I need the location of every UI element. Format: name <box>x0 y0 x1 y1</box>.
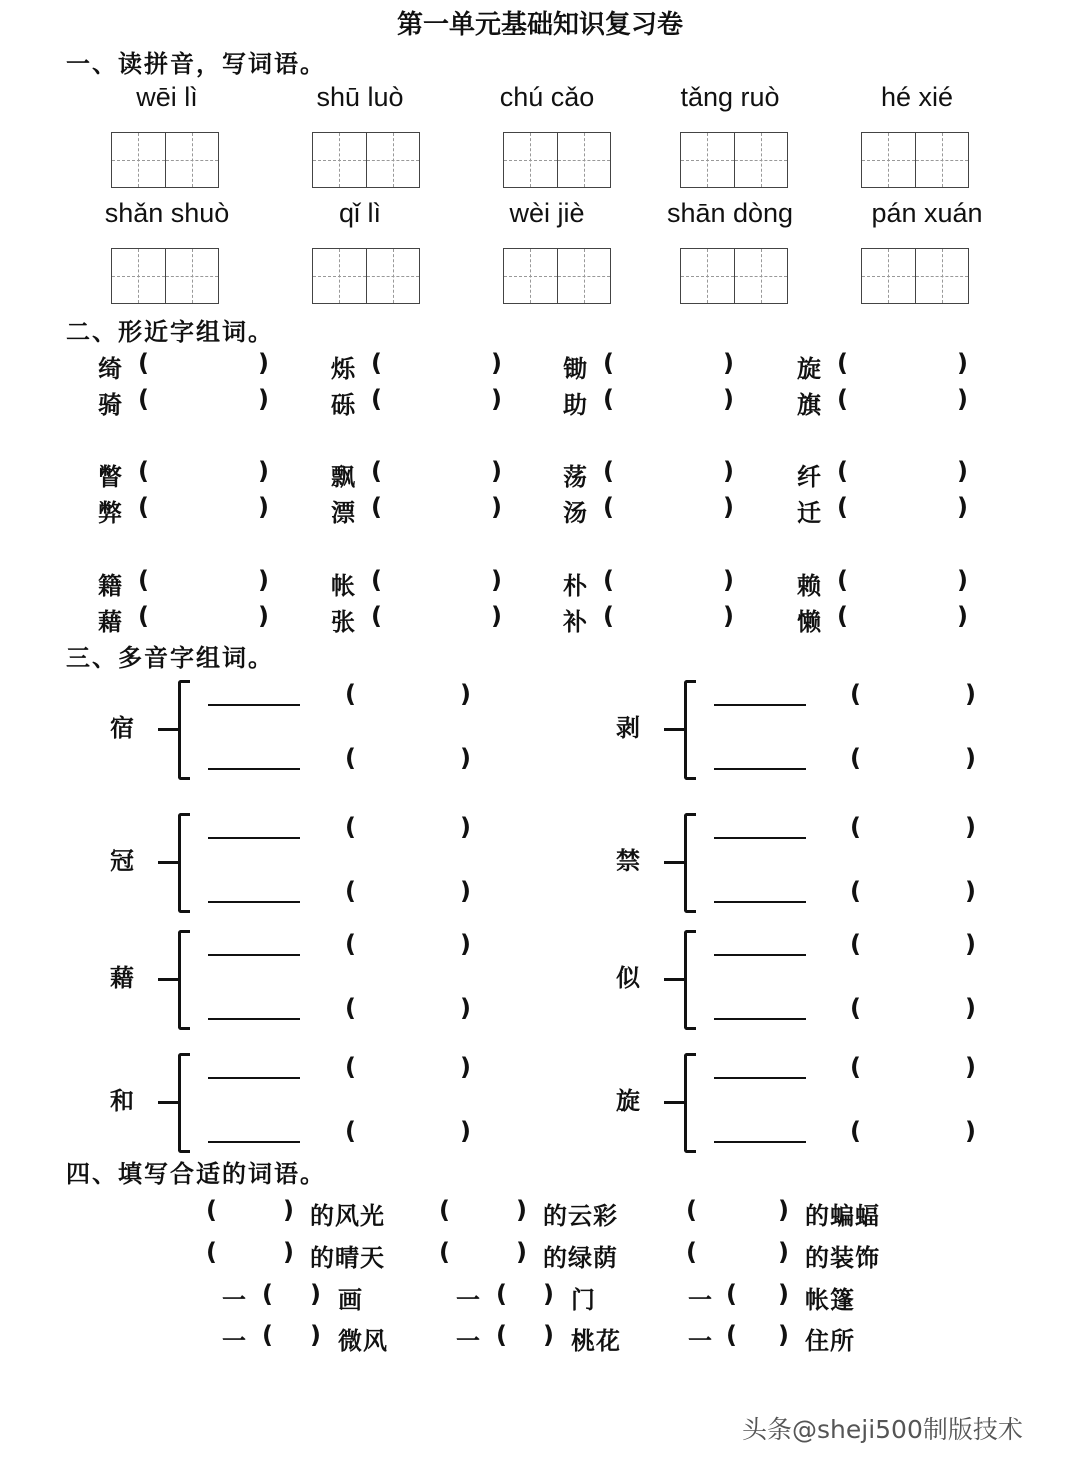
paren-open: ( <box>345 680 356 708</box>
fill-word: 帐篷 <box>805 1286 855 1314</box>
one-char: 一 <box>222 1327 247 1355</box>
polyphone-char: 藉 <box>110 964 134 992</box>
similar-char: 骑 <box>98 391 122 419</box>
paren-close: ) <box>310 1321 322 1349</box>
answer-slot[interactable] <box>393 568 491 596</box>
paren-close: ) <box>965 994 976 1022</box>
paren-close: ) <box>957 349 968 377</box>
paren-open: ( <box>837 349 848 377</box>
answer-slot[interactable] <box>393 604 491 632</box>
paren-open: ( <box>726 1280 738 1308</box>
paren-open: ( <box>206 1238 218 1266</box>
paren-close: ) <box>258 493 269 521</box>
paren-close: ) <box>283 1238 295 1266</box>
paren-open: ( <box>603 349 614 377</box>
paren-open: ( <box>837 566 848 594</box>
answer-slot[interactable] <box>226 1198 281 1226</box>
polyphone-char: 宿 <box>110 714 134 742</box>
paren-close: ) <box>258 566 269 594</box>
similar-char: 朴 <box>563 572 587 600</box>
polyphone-char: 旋 <box>616 1087 640 1115</box>
pinyin-label: wèi jiè <box>509 198 585 228</box>
writing-grid[interactable] <box>503 132 611 188</box>
similar-char: 赖 <box>797 572 821 600</box>
answer-slot[interactable] <box>160 459 258 487</box>
paren-close: ) <box>310 1280 322 1308</box>
pinyin-slot[interactable] <box>872 746 964 774</box>
answer-slot[interactable] <box>160 495 258 523</box>
similar-char: 助 <box>563 391 587 419</box>
paren-open: ( <box>138 385 149 413</box>
paren-close: ) <box>723 349 734 377</box>
paren-open: ( <box>850 1117 861 1145</box>
section-1-heading: 一、读拼音，写词语。 <box>66 50 326 78</box>
brace-stem <box>664 728 686 731</box>
paren-open: ( <box>603 602 614 630</box>
writing-grid[interactable] <box>312 132 420 188</box>
answer-slot[interactable] <box>625 351 723 379</box>
paren-open: ( <box>850 813 861 841</box>
paren-close: ) <box>965 1053 976 1081</box>
pinyin-label: wēi lì <box>136 82 198 112</box>
paren-open: ( <box>726 1321 738 1349</box>
one-char: 一 <box>688 1286 713 1314</box>
answer-slot[interactable] <box>393 387 491 415</box>
paren-close: ) <box>460 930 471 958</box>
polyphone-char: 冠 <box>110 847 134 875</box>
answer-slot[interactable] <box>516 1323 541 1351</box>
pinyin-label: chú cǎo <box>499 82 595 112</box>
answer-line[interactable] <box>208 1018 300 1020</box>
page-title: 第一单元基础知识复习卷 <box>396 10 683 40</box>
answer-slot[interactable] <box>859 604 957 632</box>
writing-grid[interactable] <box>861 132 969 188</box>
paren-close: ) <box>258 457 269 485</box>
brace-stem <box>664 861 686 864</box>
paren-close: ) <box>491 349 502 377</box>
answer-line[interactable] <box>208 954 300 956</box>
polyphone-char: 似 <box>616 964 640 992</box>
writing-grid[interactable] <box>111 248 219 304</box>
answer-slot[interactable] <box>859 495 957 523</box>
brace-stem <box>158 728 180 731</box>
similar-char: 瞥 <box>98 463 122 491</box>
fill-word: 的云彩 <box>543 1202 618 1230</box>
paren-open: ( <box>371 457 382 485</box>
paren-close: ) <box>965 930 976 958</box>
paren-open: ( <box>837 602 848 630</box>
answer-line[interactable] <box>208 1141 300 1143</box>
paren-open: ( <box>345 877 356 905</box>
paren-open: ( <box>345 813 356 841</box>
pinyin-label: shǎn shuò <box>104 198 230 228</box>
answer-slot[interactable] <box>706 1240 776 1268</box>
paren-open: ( <box>837 457 848 485</box>
fill-word: 微风 <box>338 1327 388 1355</box>
fill-word: 住所 <box>805 1327 855 1355</box>
answer-line[interactable] <box>208 1077 300 1079</box>
paren-close: ) <box>778 1321 790 1349</box>
polyphone-char: 禁 <box>616 847 640 875</box>
answer-slot[interactable] <box>282 1282 308 1310</box>
answer-slot[interactable] <box>282 1323 308 1351</box>
answer-slot[interactable] <box>746 1323 776 1351</box>
similar-char: 旗 <box>797 391 821 419</box>
paren-close: ) <box>957 493 968 521</box>
paren-close: ) <box>723 602 734 630</box>
paren-close: ) <box>460 1117 471 1145</box>
answer-slot[interactable] <box>625 387 723 415</box>
paren-open: ( <box>850 680 861 708</box>
answer-line[interactable] <box>714 704 806 706</box>
paren-open: ( <box>603 385 614 413</box>
writing-grid[interactable] <box>312 248 420 304</box>
paren-open: ( <box>603 566 614 594</box>
paren-open: ( <box>345 1053 356 1081</box>
pinyin-slot[interactable] <box>367 1119 459 1147</box>
answer-line[interactable] <box>714 837 806 839</box>
paren-close: ) <box>957 385 968 413</box>
paren-close: ) <box>965 1117 976 1145</box>
one-char: 一 <box>688 1327 713 1355</box>
answer-line[interactable] <box>714 1077 806 1079</box>
answer-slot[interactable] <box>459 1240 514 1268</box>
paren-close: ) <box>491 602 502 630</box>
paren-open: ( <box>345 930 356 958</box>
paren-close: ) <box>778 1196 790 1224</box>
paren-close: ) <box>516 1196 528 1224</box>
fill-word: 桃花 <box>571 1327 621 1355</box>
polyphone-char: 剥 <box>616 714 640 742</box>
paren-open: ( <box>206 1196 218 1224</box>
paren-close: ) <box>460 1053 471 1081</box>
paren-open: ( <box>262 1321 274 1349</box>
answer-slot[interactable] <box>859 568 957 596</box>
answer-line[interactable] <box>208 901 300 903</box>
fill-word: 的晴天 <box>310 1244 385 1272</box>
pinyin-slot[interactable] <box>367 1055 459 1083</box>
fill-word: 的装饰 <box>805 1244 880 1272</box>
answer-slot[interactable] <box>746 1282 776 1310</box>
paren-close: ) <box>258 349 269 377</box>
paren-close: ) <box>965 813 976 841</box>
paren-open: ( <box>371 493 382 521</box>
answer-slot[interactable] <box>459 1198 514 1226</box>
writing-grid[interactable] <box>861 248 969 304</box>
paren-open: ( <box>496 1280 508 1308</box>
similar-char: 纤 <box>797 463 821 491</box>
brace-stem <box>158 1101 180 1104</box>
pinyin-slot[interactable] <box>367 996 459 1024</box>
similar-char: 漂 <box>331 499 355 527</box>
paren-close: ) <box>957 457 968 485</box>
paren-close: ) <box>516 1238 528 1266</box>
paren-close: ) <box>258 385 269 413</box>
paren-close: ) <box>491 493 502 521</box>
paren-close: ) <box>460 877 471 905</box>
answer-line[interactable] <box>714 1018 806 1020</box>
similar-char: 旋 <box>797 355 821 383</box>
paren-open: ( <box>371 602 382 630</box>
brace-stem <box>158 978 180 981</box>
answer-slot[interactable] <box>859 387 957 415</box>
answer-slot[interactable] <box>625 568 723 596</box>
fill-word: 门 <box>571 1286 596 1314</box>
writing-grid[interactable] <box>503 248 611 304</box>
paren-open: ( <box>138 602 149 630</box>
answer-slot[interactable] <box>393 459 491 487</box>
paren-open: ( <box>850 994 861 1022</box>
answer-slot[interactable] <box>226 1240 281 1268</box>
paren-close: ) <box>543 1280 555 1308</box>
paren-close: ) <box>460 813 471 841</box>
pinyin-label: shān dòng <box>666 198 794 228</box>
section-2-heading: 二、形近字组词。 <box>66 318 274 346</box>
one-char: 一 <box>222 1286 247 1314</box>
paren-open: ( <box>262 1280 274 1308</box>
similar-char: 荡 <box>563 463 587 491</box>
polyphone-char: 和 <box>110 1087 134 1115</box>
pinyin-slot[interactable] <box>367 815 459 843</box>
pinyin-slot[interactable] <box>872 815 964 843</box>
writing-grid[interactable] <box>111 132 219 188</box>
pinyin-slot[interactable] <box>872 879 964 907</box>
pinyin-slot[interactable] <box>367 746 459 774</box>
answer-slot[interactable] <box>625 604 723 632</box>
paren-open: ( <box>837 493 848 521</box>
paren-open: ( <box>837 385 848 413</box>
fill-word: 画 <box>338 1286 363 1314</box>
paren-close: ) <box>543 1321 555 1349</box>
paren-open: ( <box>138 349 149 377</box>
paren-open: ( <box>850 1053 861 1081</box>
pinyin-slot[interactable] <box>872 932 964 960</box>
paren-close: ) <box>957 566 968 594</box>
paren-open: ( <box>603 457 614 485</box>
paren-close: ) <box>491 457 502 485</box>
paren-close: ) <box>965 744 976 772</box>
similar-char: 弊 <box>98 499 122 527</box>
answer-slot[interactable] <box>160 351 258 379</box>
similar-char: 砾 <box>331 391 355 419</box>
pinyin-slot[interactable] <box>872 682 964 710</box>
answer-slot[interactable] <box>625 459 723 487</box>
similar-char: 飘 <box>331 463 355 491</box>
brace-stem <box>158 861 180 864</box>
fill-word: 的绿荫 <box>543 1244 618 1272</box>
pinyin-slot[interactable] <box>872 996 964 1024</box>
brace-stem <box>664 978 686 981</box>
paren-close: ) <box>723 566 734 594</box>
pinyin-slot[interactable] <box>872 1119 964 1147</box>
answer-slot[interactable] <box>859 459 957 487</box>
pinyin-label: qǐ lì <box>338 198 382 228</box>
paren-open: ( <box>686 1196 698 1224</box>
answer-slot[interactable] <box>160 568 258 596</box>
section-4-heading: 四、填写合适的词语。 <box>66 1160 326 1188</box>
answer-line[interactable] <box>714 901 806 903</box>
answer-line[interactable] <box>714 768 806 770</box>
paren-open: ( <box>345 994 356 1022</box>
similar-char: 籍 <box>98 572 122 600</box>
similar-char: 烁 <box>331 355 355 383</box>
answer-slot[interactable] <box>706 1198 776 1226</box>
similar-char: 锄 <box>563 355 587 383</box>
answer-slot[interactable] <box>393 495 491 523</box>
similar-char: 懒 <box>797 608 821 636</box>
answer-slot[interactable] <box>160 387 258 415</box>
paren-open: ( <box>850 877 861 905</box>
similar-char: 补 <box>563 608 587 636</box>
paren-close: ) <box>778 1280 790 1308</box>
answer-line[interactable] <box>714 1141 806 1143</box>
paren-open: ( <box>138 493 149 521</box>
similar-char: 绮 <box>98 355 122 383</box>
paren-open: ( <box>345 1117 356 1145</box>
paren-open: ( <box>686 1238 698 1266</box>
similar-char: 张 <box>331 608 355 636</box>
paren-open: ( <box>371 349 382 377</box>
paren-open: ( <box>138 457 149 485</box>
answer-line[interactable] <box>208 768 300 770</box>
one-char: 一 <box>456 1327 481 1355</box>
paren-open: ( <box>496 1321 508 1349</box>
similar-char: 汤 <box>563 499 587 527</box>
similar-char: 帐 <box>331 572 355 600</box>
answer-slot[interactable] <box>625 495 723 523</box>
paren-close: ) <box>491 566 502 594</box>
pinyin-slot[interactable] <box>367 879 459 907</box>
paren-open: ( <box>439 1196 451 1224</box>
paren-close: ) <box>965 680 976 708</box>
paren-close: ) <box>965 877 976 905</box>
pinyin-slot[interactable] <box>367 682 459 710</box>
paren-close: ) <box>778 1238 790 1266</box>
answer-line[interactable] <box>208 704 300 706</box>
paren-close: ) <box>460 680 471 708</box>
section-3-heading: 三、多音字组词。 <box>66 644 274 672</box>
answer-slot[interactable] <box>516 1282 541 1310</box>
pinyin-slot[interactable] <box>872 1055 964 1083</box>
paren-close: ) <box>957 602 968 630</box>
pinyin-slot[interactable] <box>367 932 459 960</box>
similar-char: 迁 <box>797 499 821 527</box>
answer-slot[interactable] <box>859 351 957 379</box>
paren-open: ( <box>850 744 861 772</box>
paren-open: ( <box>138 566 149 594</box>
paren-open: ( <box>371 385 382 413</box>
brace-stem <box>664 1101 686 1104</box>
pinyin-label: tǎng ruò <box>680 82 780 112</box>
pinyin-label: shū luò <box>316 82 404 112</box>
paren-open: ( <box>603 493 614 521</box>
paren-close: ) <box>491 385 502 413</box>
pinyin-label: pán xuán <box>871 198 983 228</box>
paren-close: ) <box>283 1196 295 1224</box>
paren-close: ) <box>723 385 734 413</box>
answer-line[interactable] <box>714 954 806 956</box>
paren-open: ( <box>850 930 861 958</box>
answer-slot[interactable] <box>393 351 491 379</box>
pinyin-label: hé xié <box>880 82 954 112</box>
watermark: 头条@sheji500制版技术 <box>742 1415 1023 1444</box>
paren-open: ( <box>345 744 356 772</box>
paren-close: ) <box>258 602 269 630</box>
paren-open: ( <box>439 1238 451 1266</box>
fill-word: 的蝙蝠 <box>805 1202 880 1230</box>
answer-line[interactable] <box>208 837 300 839</box>
paren-close: ) <box>460 994 471 1022</box>
paren-open: ( <box>371 566 382 594</box>
paren-close: ) <box>723 457 734 485</box>
similar-char: 藉 <box>98 608 122 636</box>
one-char: 一 <box>456 1286 481 1314</box>
writing-grid[interactable] <box>680 248 788 304</box>
answer-slot[interactable] <box>160 604 258 632</box>
writing-grid[interactable] <box>680 132 788 188</box>
fill-word: 的风光 <box>310 1202 385 1230</box>
paren-close: ) <box>460 744 471 772</box>
paren-close: ) <box>723 493 734 521</box>
